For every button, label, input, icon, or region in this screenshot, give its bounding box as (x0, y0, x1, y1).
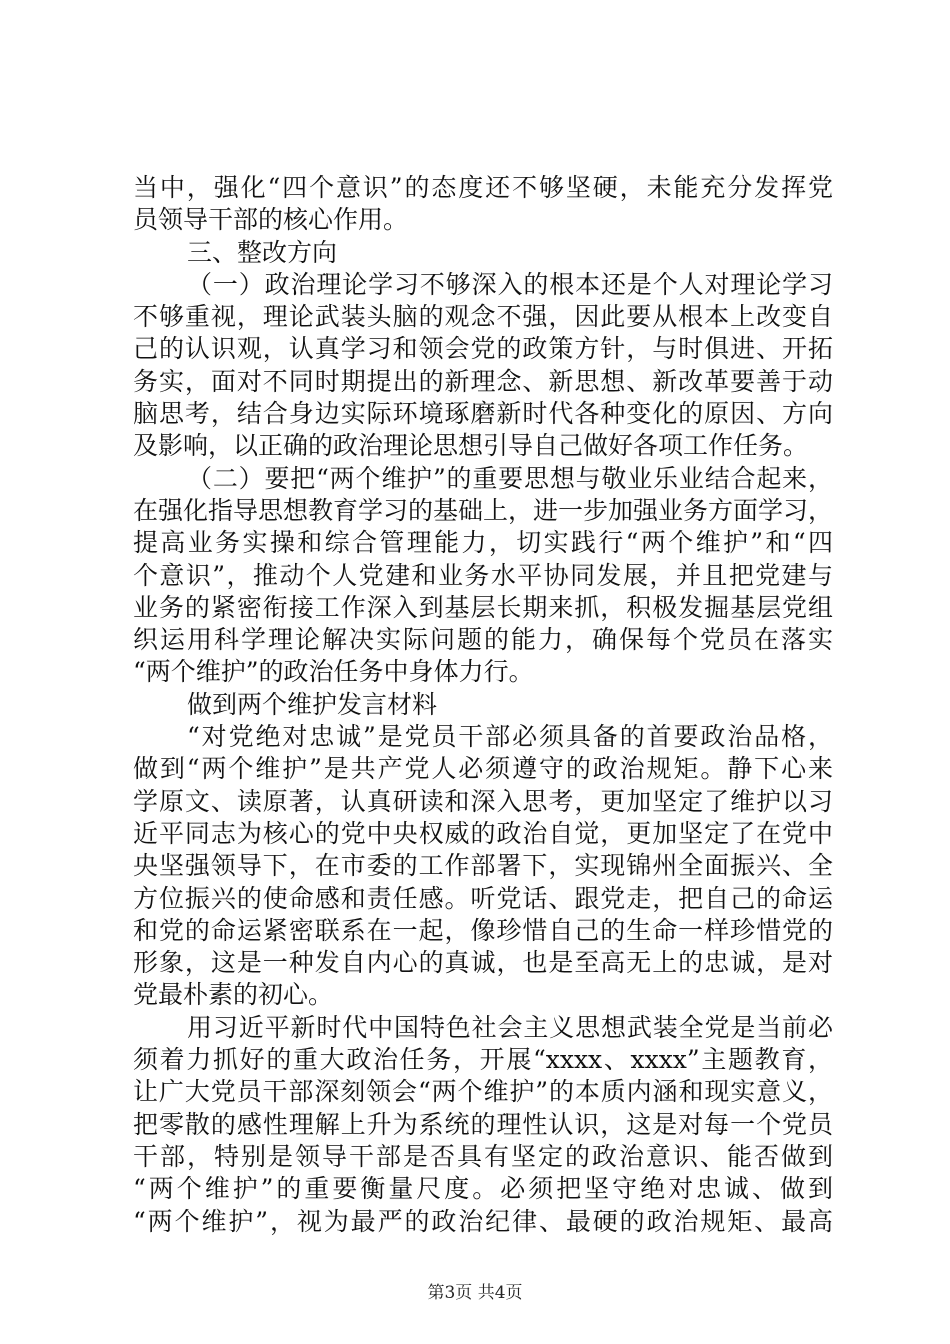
text-line: 做到“两个维护”是共产党人必须遵守的政治规矩。静下心来 (133, 754, 833, 784)
page-footer: 第3页 共4页 (427, 1283, 523, 1303)
text-line: （二）要把“两个维护”的重要思想与敬业乐业结合起来， (187, 463, 833, 493)
text-line: 提高业务实操和综合管理能力，切实践行“两个维护”和“四 (133, 528, 833, 558)
text-line: 学原文、读原著，认真研读和深入思考，更加坚定了维护以习 (133, 786, 833, 816)
text-line: 干部，特别是领导干部是否具有坚定的政治意识、能否做到 (133, 1141, 833, 1171)
text-line: “两个维护”，视为最严的政治纪律、最硬的政治规矩、最高 (133, 1206, 833, 1236)
text-line: 把零散的感性理解上升为系统的理性认识，这是对每一个党员 (133, 1109, 833, 1139)
text-line: 不够重视，理论武装头脑的观念不强，因此要从根本上改变自 (133, 302, 833, 332)
text-line: 央坚强领导下，在市委的工作部署下，实现锦州全面振兴、全 (133, 851, 833, 881)
text-line: 己的认识观，认真学习和领会党的政策方针，与时俱进、开拓 (133, 334, 833, 364)
text-line: 近平同志为核心的党中央权威的政治自觉，更加坚定了在党中 (133, 818, 833, 848)
text-line: “两个维护”的重要衡量尺度。必须把坚守绝对忠诚、做到 (133, 1174, 833, 1204)
text-line: 用习近平新时代中国特色社会主义思想武装全党是当前必 (187, 1012, 833, 1042)
text-line: 务实，面对不同时期提出的新理念、新思想、新改革要善于动 (133, 366, 833, 396)
text-line: 员领导干部的核心作用。 (133, 205, 409, 235)
text-line: 三、整改方向 (187, 237, 338, 267)
text-line: 方位振兴的使命感和责任感。听党话、跟党走，把自己的命运 (133, 883, 833, 913)
document-body (133, 172, 833, 1238)
text-line: 个意识”，推动个人党建和业务水平协同发展，并且把党建与 (133, 560, 833, 590)
text-line: 及影响，以正确的政治理论思想引导自己做好各项工作任务。 (133, 431, 809, 461)
text-line: 织运用科学理论解决实际问题的能力，确保每个党员在落实 (133, 625, 833, 655)
text-line: “两个维护”的政治任务中身体力行。 (133, 657, 534, 687)
text-line: 让广大党员干部深刻领会“两个维护”的本质内涵和现实意义， (133, 1077, 833, 1107)
text-line: 和党的命运紧密联系在一起，像珍惜自己的生命一样珍惜党的 (133, 915, 833, 945)
text-line: （一）政治理论学习不够深入的根本还是个人对理论学习 (187, 269, 833, 299)
text-line: 形象，这是一种发自内心的真诚，也是至高无上的忠诚，是对 (133, 948, 833, 978)
text-line: 须着力抓好的重大政治任务，开展“xxxx、xxxx”主题教育， (133, 1045, 833, 1075)
text-line: 做到两个维护发言材料 (187, 689, 438, 719)
text-line: 在强化指导思想教育学习的基础上，进一步加强业务方面学习， (133, 495, 834, 525)
text-line: “对党绝对忠诚”是党员干部必须具备的首要政治品格， (187, 722, 833, 752)
text-line: 脑思考，结合身边实际环境琢磨新时代各种变化的原因、方向 (133, 399, 833, 429)
text-line: 当中，强化“四个意识”的态度还不够坚硬，未能充分发挥党 (133, 173, 833, 202)
text-line: 业务的紧密衔接工作深入到基层长期来抓，积极发掘基层党组 (133, 592, 833, 622)
text-line: 党最朴素的初心。 (133, 980, 334, 1010)
